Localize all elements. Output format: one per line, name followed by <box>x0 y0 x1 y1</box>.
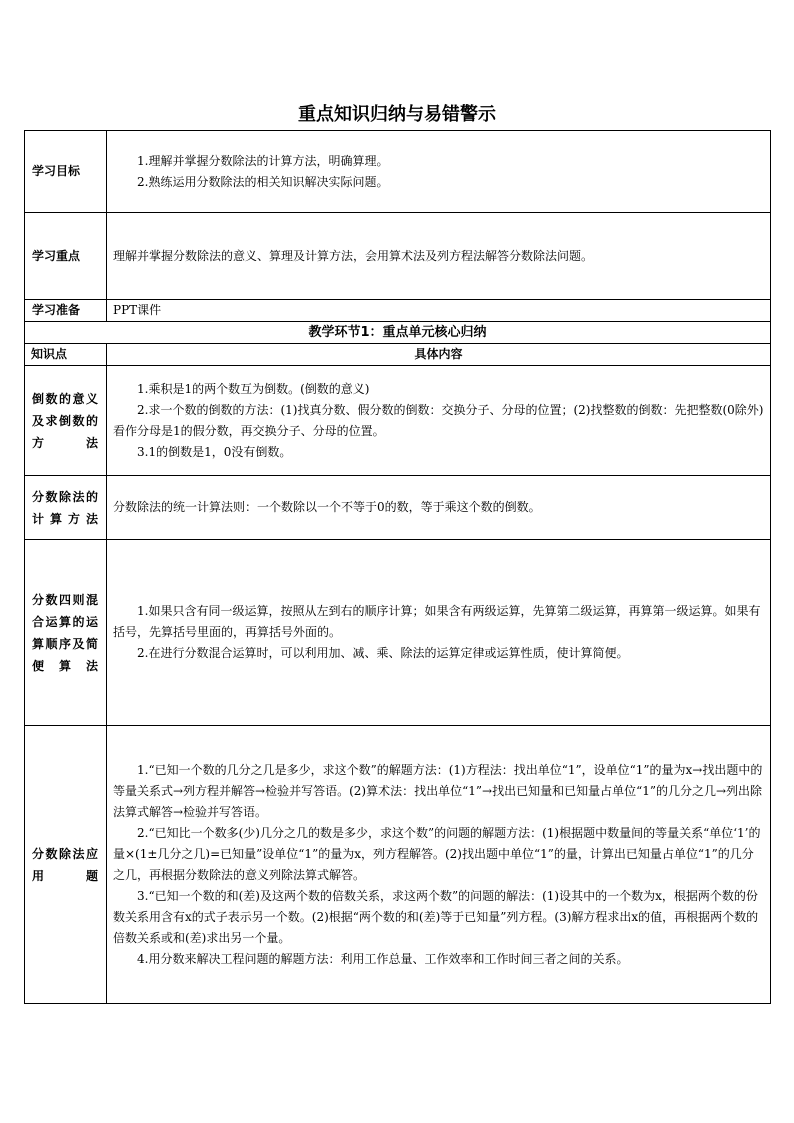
header-col1: 知识点 <box>25 344 107 366</box>
point-4-line-1: 1.“已知一个数的几分之几是多少，求这个数”的解题方法：(1)方程法：找出单位“1”，设单位“1”的量为x→找出题中的等量关系式→列方程并解答→检验并写答语。(2)算术法：找出单位“1”→找出已知量和已知量占单位“1”的几分之几→列出除法算式解答→检验并写答语。 <box>113 762 763 819</box>
goal-label: 学习目标 <box>25 131 107 213</box>
focus-text: 理解并掌握分数除法的意义、算理及计算方法，会用算术法及列方程法解答分数除法问题。 <box>113 248 594 263</box>
goal-content <box>107 131 771 213</box>
point-1-line-3: 3.1的倒数是1，0没有倒数。 <box>137 444 292 459</box>
prep-row <box>25 300 771 322</box>
header-col2: 具体内容 <box>107 344 771 366</box>
lesson-table <box>24 130 771 1004</box>
goal-line-2: 2.熟练运用分数除法的相关知识解决实际问题。 <box>137 174 389 189</box>
point-row-3 <box>25 540 771 726</box>
point-row-2 <box>25 476 771 540</box>
point-3-line-2: 2.在进行分数混合运算时，可以利用加、减、乘、除法的运算定律或运算性质，使计算简便。 <box>137 646 629 660</box>
point-3-content <box>107 540 771 726</box>
point-1-line-1: 1.乘积是1的两个数互为倒数。(倒数的意义) <box>137 381 370 396</box>
section-title: 教学环节1：重点单元核心归纳 <box>25 322 771 344</box>
goal-line-1: 1.理解并掌握分数除法的计算方法，明确算理。 <box>137 153 389 168</box>
section-row <box>25 322 771 344</box>
header-row <box>25 344 771 366</box>
point-row-1 <box>25 366 771 476</box>
point-row-4 <box>25 726 771 1004</box>
point-1-content <box>107 366 771 476</box>
point-4-line-4: 4.用分数来解决工程问题的解题方法：利用工作总量、工作效率和工作时间三者之间的关系。 <box>137 951 629 966</box>
page-title: 重点知识归纳与易错警示 <box>298 104 496 125</box>
focus-content <box>107 213 771 300</box>
point-2-label: 分数除法的计算方法 <box>25 476 107 540</box>
goal-row <box>25 131 771 213</box>
focus-row <box>25 213 771 300</box>
point-2-line-1: 分数除法的统一计算法则：一个数除以一个不等于0的数，等于乘这个数的倒数。 <box>113 500 541 514</box>
prep-label: 学习准备 <box>25 300 107 322</box>
point-1-line-2: 2.求一个数的倒数的方法：(1)找真分数、假分数的倒数：交换分子、分母的位置；(2)找整数的倒数：先把整数(0除外)看作分母是1的假分数，再交换分子、分母的位置。 <box>113 402 764 438</box>
point-4-line-3: 3.“已知一个数的和(差)及这两个数的倍数关系，求这两个数”的问题的解法：(1)设其中的一个数为x，根据两个数的份数关系用含有x的式子表示另一个数。(2)根据“两个数的和(差)等于已知量”列方程。(3)解方程求出x的值，再根据两个数的倍数关系或和(差)求出另一个量。 <box>113 888 759 945</box>
point-1-label: 倒数的意义及求倒数的方法 <box>25 366 107 476</box>
focus-label: 学习重点 <box>25 213 107 300</box>
prep-content <box>107 300 771 322</box>
prep-text: PPT课件 <box>113 303 162 317</box>
point-3-line-1: 1.如果只含有同一级运算，按照从左到右的顺序计算；如果含有两级运算，先算第二级运算，再算第一级运算。如果有括号，先算括号里面的，再算括号外面的。 <box>113 604 761 639</box>
point-4-content <box>107 726 771 1004</box>
point-3-label: 分数四则混合运算的运算顺序及简便算法 <box>25 540 107 726</box>
point-4-label: 分数除法应用题 <box>25 726 107 1004</box>
point-2-content <box>107 476 771 540</box>
point-4-line-2: 2.“已知比一个数多(少)几分之几的数是多少，求这个数”的问题的解题方法：(1)根据题中数量间的等量关系“单位‘1’的量×(1±几分之几)=已知量”设单位“1”的量为x，列方程解答。(2)找出题中单位“1”的量，计算出已知量占单位“1”的几分之几，再根据分数除法的意义列除法算式解答。 <box>113 825 761 882</box>
